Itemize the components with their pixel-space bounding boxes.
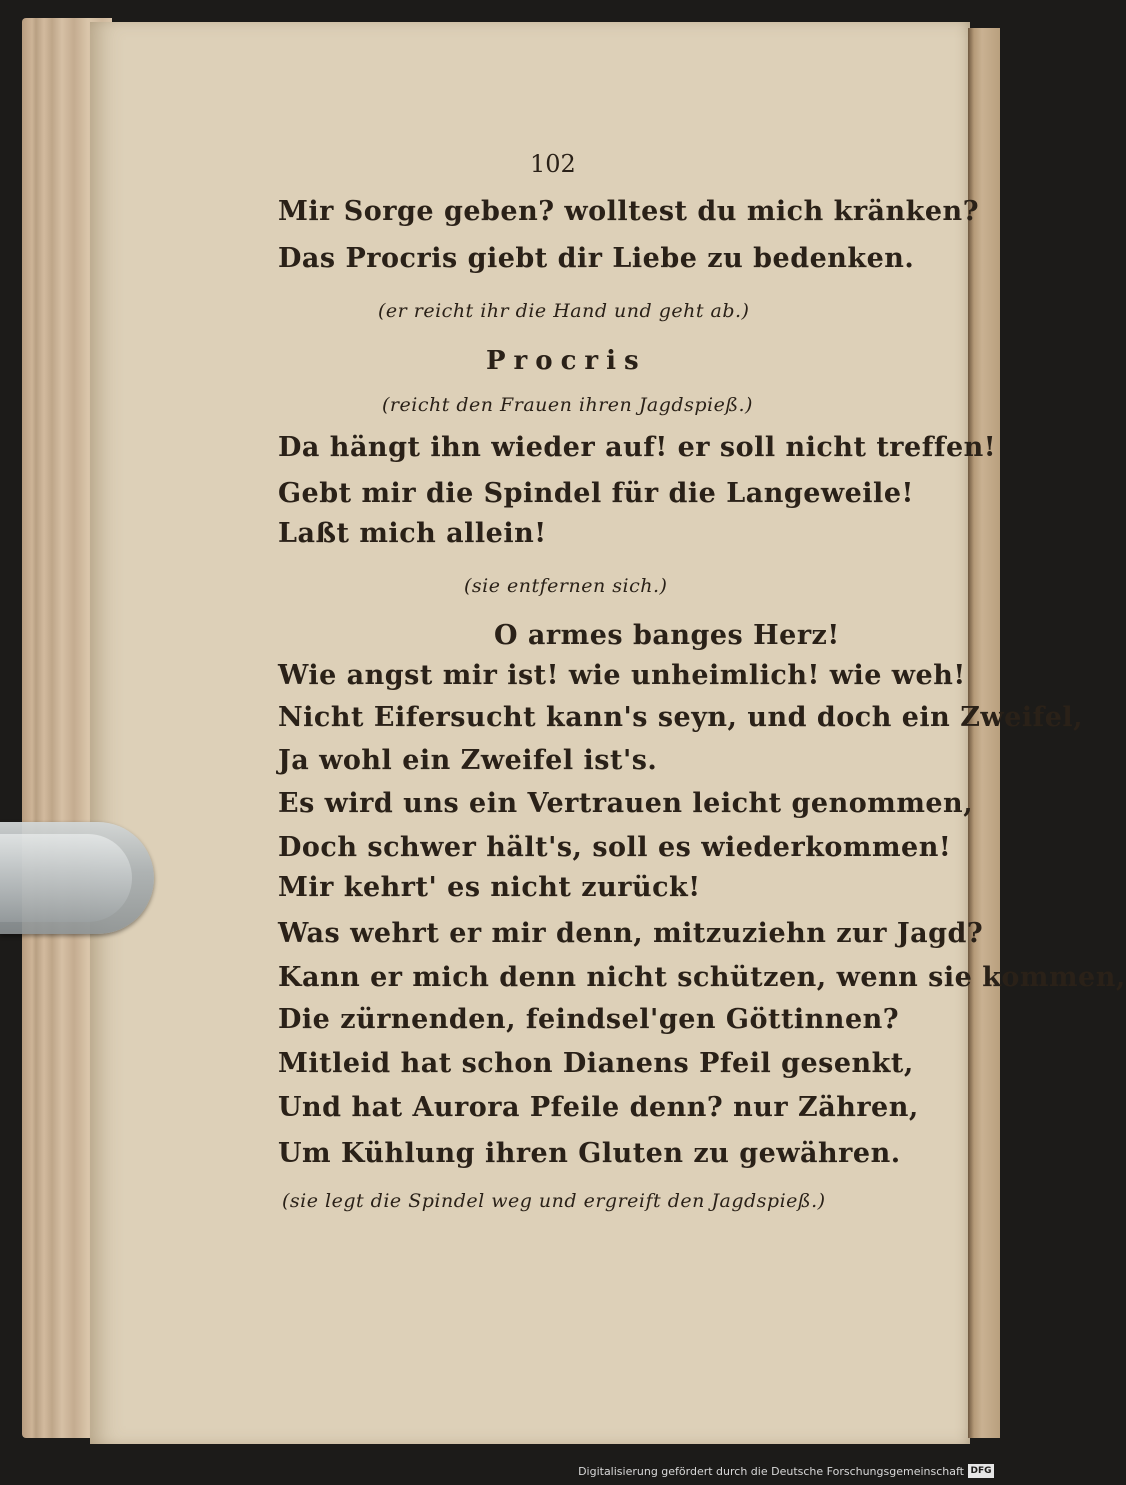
dfg-logo: DFG — [968, 1464, 994, 1478]
speaker-name: Procris — [486, 346, 647, 376]
text-line: Und hat Aurora Pfeile denn? nur Zähren, — [278, 1092, 919, 1123]
page-number: 102 — [530, 150, 576, 178]
stage-direction: (sie legt die Spindel weg und ergreift den Jagdspieß.) — [282, 1190, 826, 1212]
text-line: Ja wohl ein Zweifel ist's. — [278, 745, 658, 776]
text-line: Mir Sorge geben? wolltest du mich kränken? — [278, 196, 980, 227]
text-line: Gebt mir die Spindel für die Langeweile! — [278, 478, 914, 509]
text-line: Kann er mich denn nicht schützen, wenn sie kommen, — [278, 962, 1126, 993]
text-line: Mitleid hat schon Dianens Pfeil gesenkt, — [278, 1048, 914, 1079]
text-line: Mir kehrt' es nicht zurück! — [278, 872, 701, 903]
stage-direction: (er reicht ihr die Hand und geht ab.) — [378, 300, 750, 322]
page-clip — [0, 822, 154, 934]
text-line: Es wird uns ein Vertrauen leicht genommen, — [278, 788, 974, 819]
text-line: Um Kühlung ihren Gluten zu gewähren. — [278, 1138, 901, 1169]
page-clip-highlight — [0, 834, 132, 922]
text-line: O armes banges Herz! — [494, 620, 840, 651]
stage-direction: (sie entfernen sich.) — [464, 575, 668, 597]
text-line: Das Procris giebt dir Liebe zu bedenken. — [278, 243, 915, 274]
text-line: Da hängt ihn wieder auf! er soll nicht treffen! — [278, 432, 997, 463]
stage-direction: (reicht den Frauen ihren Jagdspieß.) — [382, 394, 753, 416]
text-line: Nicht Eifersucht kann's seyn, und doch ein Zweifel, — [278, 702, 1084, 733]
book-page — [90, 22, 970, 1444]
text-line: Die zürnenden, feindsel'gen Göttinnen? — [278, 1004, 900, 1035]
text-line: Laßt mich allein! — [278, 518, 547, 549]
text-line: Doch schwer hält's, soll es wiederkommen! — [278, 832, 952, 863]
footer-credit: Digitalisierung gefördert durch die Deutsche Forschungsgemeinschaft — [578, 1465, 964, 1478]
text-line: Wie angst mir ist! wie unheimlich! wie weh! — [278, 660, 966, 691]
facing-page-edge — [968, 28, 1000, 1438]
text-line: Was wehrt er mir denn, mitzuziehn zur Jagd? — [278, 918, 984, 949]
